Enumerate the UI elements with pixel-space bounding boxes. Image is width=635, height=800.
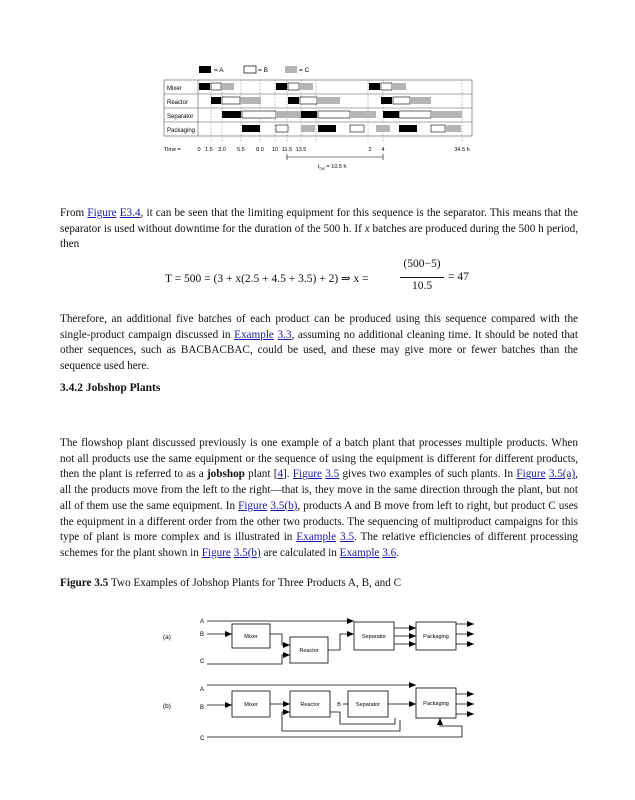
link-ref-4[interactable]: 4 bbox=[277, 468, 284, 481]
packaging-label: Packaging bbox=[423, 701, 449, 707]
gantt-tick: 2 bbox=[368, 147, 372, 153]
equation-numerator: (500−5) bbox=[403, 258, 441, 270]
input-a: A bbox=[200, 619, 205, 625]
input-c: C bbox=[200, 736, 205, 742]
diagram-a bbox=[163, 619, 474, 665]
legend-b-label: = B bbox=[258, 67, 268, 74]
gantt-tick: 10 bbox=[271, 147, 279, 153]
legend-c-label: = C bbox=[299, 67, 310, 74]
equation-denominator: 10.5 bbox=[411, 280, 433, 292]
link-figure[interactable]: Figure bbox=[516, 468, 546, 481]
figure-caption: Figure 3.5 Two Examples of Jobshop Plants for Three Products A, B, and C bbox=[60, 577, 402, 589]
link-figure-e3-4[interactable]: E3.4 bbox=[119, 207, 141, 219]
link-figure[interactable]: Figure bbox=[238, 499, 268, 512]
link-figure-3-5[interactable]: 3.5 bbox=[325, 468, 340, 481]
link-example-3-5[interactable]: 3.5 bbox=[340, 531, 355, 544]
legend-b-swatch bbox=[244, 66, 256, 73]
gantt-row-packaging: Packaging bbox=[167, 128, 196, 134]
gantt-row-mixer: Mixer bbox=[167, 86, 182, 92]
link-example[interactable]: Example bbox=[339, 546, 380, 559]
gantt-cycle-label: $t_{cyc}= 10.5$ h bbox=[318, 164, 347, 171]
input-b: B bbox=[200, 705, 205, 711]
gantt-chart bbox=[0, 0, 635, 180]
gantt-cycle-bracket bbox=[287, 154, 383, 160]
link-figure[interactable]: Figure bbox=[201, 546, 231, 559]
legend-c-swatch bbox=[285, 66, 297, 73]
jobshop-diagram bbox=[0, 600, 635, 750]
diagram-a-tag: (a) bbox=[163, 634, 171, 641]
paragraph-additional-batches: Therefore, an additional five batches of each product can be produced using this sequence compared with the single-product campaign discussed in Example 3.3, assuming no additional cleaning time. It should be noted that other sequences, such as BACBACBAC, could be used, and these may give more or fewer batches than the sequence used here. bbox=[60, 313, 578, 373]
link-example-3-3[interactable]: 3.3 bbox=[277, 328, 292, 341]
mixer-label: Mixer bbox=[244, 634, 258, 640]
link-figure-3-5b[interactable]: 3.5(b) bbox=[233, 546, 261, 559]
gantt-row-reactor: Reactor bbox=[167, 100, 189, 106]
link-example[interactable]: Example bbox=[234, 328, 274, 341]
gantt-reactor-bars bbox=[211, 97, 431, 104]
diagram-b-tag: (b) bbox=[163, 703, 171, 710]
link-figure[interactable]: Figure bbox=[87, 207, 117, 219]
reactor-label: Reactor bbox=[299, 648, 319, 654]
equation-result: = 47 bbox=[448, 271, 469, 283]
stream-b-label: B bbox=[337, 702, 341, 708]
link-example[interactable]: Example bbox=[296, 531, 337, 544]
legend-a-label: = A bbox=[214, 67, 224, 74]
gantt-tick: 34.5 h bbox=[454, 147, 470, 153]
legend-a-swatch bbox=[199, 66, 211, 73]
paragraph-jobshop: The flowshop plant discussed previously is one example of a batch plant that processes multiple products. When not all products use the same equipment or the sequence of using the equipment is different for different products, then the plant is referred to as a jobshop plant [4]. Figure 3.5 gives two examples of such plants. In Figure 3.5(a), all the products move from the left to the right—that is, they move in the same direction through the plant, but not all of them use the same equipment. In Figure 3.5(b), products A and B move from left to right, but product C uses the equipment in a different order from the other two products. The sequencing of multiproduct campaigns for this type of plant is more complex and is illustrated in Example 3.5. The relative efficiencies of different processing schemes for the plant shown in Figure 3.5(b) are calculated in Example 3.6. bbox=[60, 437, 579, 559]
separator-label: Separator bbox=[355, 702, 381, 708]
paragraph-limiting-equipment: From Figure E3.4, it can be seen that the limiting equipment for this sequence is the separator. This means that the separator is used without downtime for the duration of the 500 h. If x batches are produced during the 500 h period, then bbox=[60, 207, 578, 251]
mixer-label: Mixer bbox=[244, 702, 258, 708]
gantt-mixer-bars bbox=[199, 83, 406, 90]
gantt-tick: 8.0 bbox=[256, 147, 264, 153]
link-figure-3-5b[interactable]: 3.5(b) bbox=[270, 499, 298, 512]
fraction-bar bbox=[400, 277, 444, 278]
gantt-separator-bars bbox=[222, 111, 462, 118]
gantt-row-separator: Separator bbox=[167, 114, 194, 120]
link-figure[interactable]: Figure bbox=[292, 468, 323, 481]
packaging-label: Packaging bbox=[423, 634, 449, 640]
gantt-time-label: Time = bbox=[164, 147, 181, 153]
diagram-b bbox=[163, 685, 474, 742]
equation-lhs: T = 500 = (3 + x(2.5 + 4.5 + 3.5) + 2) ⇒ x = bbox=[165, 273, 369, 285]
input-a: A bbox=[200, 687, 205, 693]
section-heading: 3.4.2 Jobshop Plants bbox=[60, 382, 161, 394]
link-figure-3-5a[interactable]: 3.5(a) bbox=[548, 468, 576, 481]
gantt-ticks bbox=[197, 147, 469, 153]
input-b: B bbox=[200, 632, 205, 638]
reactor-label: Reactor bbox=[300, 702, 320, 708]
input-c: C bbox=[200, 659, 205, 665]
gantt-tick: 13.5 bbox=[295, 147, 307, 153]
gantt-tick: 11.5 bbox=[281, 147, 293, 153]
gantt-tick: 4 bbox=[381, 147, 385, 153]
gantt-tick: 5.5 bbox=[237, 147, 245, 153]
gantt-tick: 0 bbox=[197, 147, 201, 153]
gantt-tick: 1.5 bbox=[205, 147, 213, 153]
separator-label: Separator bbox=[361, 634, 387, 640]
equation bbox=[165, 258, 475, 304]
link-example-3-6[interactable]: 3.6 bbox=[382, 546, 397, 559]
gantt-tick: 3.0 bbox=[218, 147, 226, 153]
